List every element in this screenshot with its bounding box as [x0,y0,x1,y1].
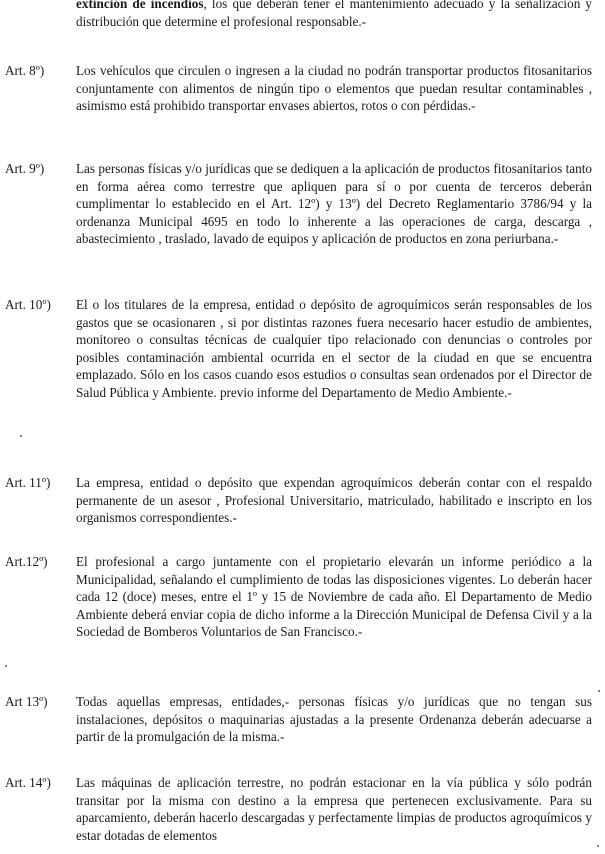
article-14-label: Art. 14º) [5,775,51,790]
article-12-text: El profesional a cargo juntamente con el propietario elevarán un informe periódico a la Municipalidad, señalando el cumplimiento de todas las disposiciones vigentes. Lo deberán hacer cada 12 (doce) meses, entre el 1º y 15 de Noviembre de cada año. El Departamento de Medio Ambiente deberá enviar copia de dicho informe a la Dirección Municipal de Defensa Civil y a la Sociedad de Bomberos Voluntarios de San Francisco.- [76,554,592,640]
article-8-text: Los vehículos que circulen o ingresen a la ciudad no podrán transportar productos fitosanitarios conjuntamente con alimentos de ningún tipo o elementos que puedan resultar contaminables , asimismo está prohibido transportar envases abiertos, rotos o con pérdidas.- [76,63,592,114]
article-8-label: Art. 8º) [5,63,45,78]
scan-speck [597,845,599,847]
article-11-label: Art. 11º) [5,475,51,490]
article-13-text: Todas aquellas empresas, entidades,- personas físicas y/o jurídicas que no tengan sus instalaciones, depósitos o maquinarias ajustadas a la presente Ordenanza deberán adecuarse a partir de la promulgación de la misma.- [76,694,592,745]
article-9-label: Art. 9º) [5,161,45,176]
article-10-label: Art. 10º) [5,297,51,312]
article-11-text: La empresa, entidad o depósito que expendan agroquímicos deberán contar con el respaldo permanente de un asesor , Profesional Universitario, matriculado, habilitado e inscripto en los organismos correspondientes.- [76,475,592,526]
scan-speck [5,665,7,667]
article-14-text: Las máquinas de aplicación terrestre, no podrán estacionar en la vía pública y sólo podrán transitar por la misma con destino a la empresa que pertenecen exclusivamente. Para su aparcamiento, deberán hacerlo descargadas y perfectamente limpias de productos agroquímicos y estar dotadas de elementos [76,775,592,843]
scan-speck [598,690,600,692]
scan-speck [20,435,22,437]
article-9-text: Las personas físicas y/o jurídicas que se dediquen a la aplicación de productos fitosanitarios tanto en forma aérea como terrestre que apliquen para sí o por cuenta de terceros deberán cumplimentar lo establecido en el Art. 12º) y 13º) del Decreto Reglamentario 3786/94 y la ordenanza Municipal 4695 en todo lo inherente a las operaciones de carga, descarga , abastecimiento , traslado, lavado de equipos y aplicación de productos en zona periurbana.- [76,161,592,247]
article-continuation-text [76,0,592,30]
article-13-label: Art 13º) [5,694,48,709]
continuation-text: , los que deberán tener el mantenimiento adecuado y la señalización y distribución que determine el profesional responsable.- [76,0,593,29]
continuation-bold-text: extinción de incendios [76,0,204,11]
article-10-text: El o los titulares de la empresa, entidad o depósito de agroquímicos serán responsables de los gastos que se ocasionaren , si por distintas razones fuera necesario hacer estudio de ambientes, monitoreo o consultas técnicas de cualquier tipo relacionado con denuncias o controles por posibles contaminación ambiental ocurrida en el sector de la ciudad en que se encuentra emplazado. Sólo en los casos cuando esos estudios o consultas sean ordenados por el Director de Salud Pública y Ambiente. previo informe del Departamento de Medio Ambiente.- [76,297,592,400]
article-12-label: Art.12º) [5,554,48,569]
